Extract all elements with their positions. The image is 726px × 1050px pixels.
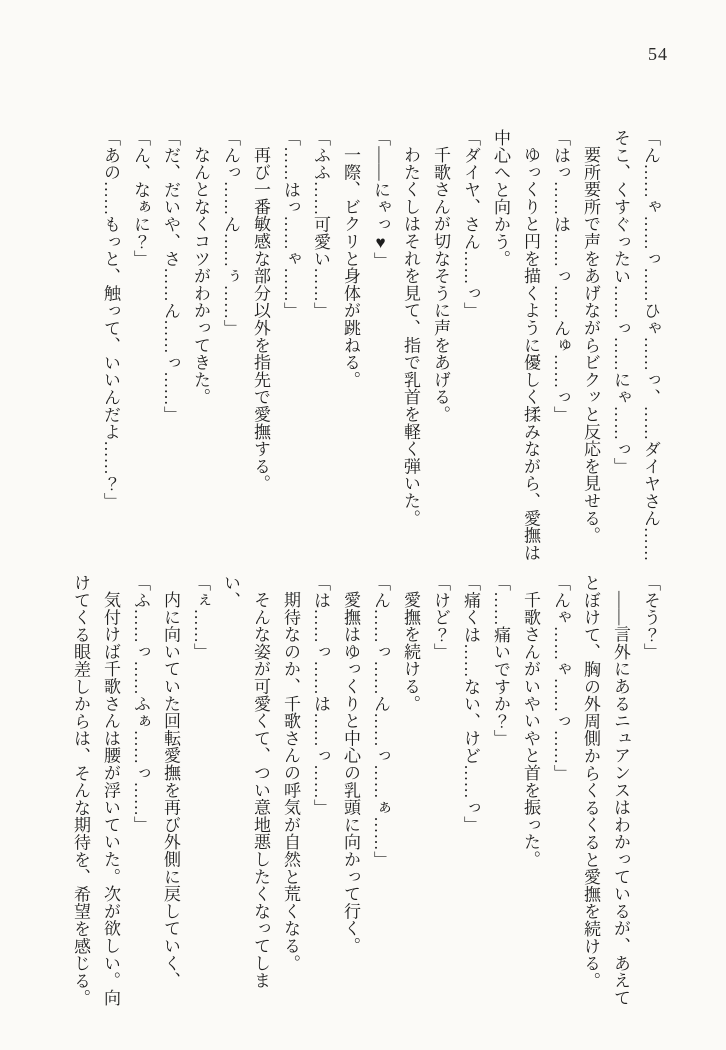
text-line: 「ん、なぁに？」 (131, 129, 150, 268)
text-line: 内に向いていた回転愛撫を再び外側に戻していく、 (161, 591, 180, 989)
text-line: 「――にゃっ♥」 (371, 129, 390, 270)
text-line: 「……痛いですか？」 (491, 574, 510, 747)
text-line: 愛撫を続ける。 (401, 591, 420, 713)
text-block-bottom (71, 574, 665, 1022)
text-block-top (85, 129, 665, 567)
text-line: 「んっ……ん……ぅ……」 (221, 129, 240, 337)
text-line: 「あの……もっと、触って、いいんだよ……？」 (101, 129, 120, 510)
text-line: 「ダイヤ、さん……っ」 (461, 129, 480, 320)
text-line: ――言外にあるニュアンスはわかっているが、あえて (611, 591, 630, 1007)
text-line: 気付けば千歌さんは腰が浮いていた。次が欲しい。向 (101, 591, 120, 1007)
text-line: 「んゃ……ゃ……っ……」 (551, 574, 570, 782)
text-line: 再び一番敏感な部分以外を指先で愛撫する。 (251, 146, 270, 492)
text-line: 「けど？」 (431, 574, 450, 661)
text-line: 「ん……ゃ……っ……ひゃ……っ、……ダイヤさん…… (641, 129, 660, 562)
text-line: 千歌さんが切なそうに声をあげる。 (431, 146, 450, 423)
text-line: 要所要所で声をあげながらビクッと反応を見せる。 (581, 146, 600, 544)
text-line: 「そう？」 (641, 574, 660, 661)
text-line: 「ん……っ……ん……っ……ぁ……」 (371, 574, 390, 869)
text-line: 「はっ……は……っ……んゅ……っ」 (551, 129, 570, 424)
text-line: 「痛くは……ない、けど……っ」 (461, 574, 480, 834)
text-line: 愛撫はゆっくりと中心の乳頭に向かって行く。 (341, 591, 360, 955)
text-line: なんとなくコツがわかってきた。 (191, 146, 210, 406)
text-line: 「ぇ……」 (191, 574, 210, 661)
text-line: 中心へと向かう。 (491, 129, 510, 268)
text-line: わたくしはそれを見て、指で乳首を軽く弾いた。 (401, 146, 420, 527)
text-line: 「は……っ……は……っ……」 (311, 574, 330, 817)
text-line: 一際、ビクリと身体が跳ねる。 (341, 146, 360, 389)
text-line: 「……はっ……ゃ……」 (281, 129, 300, 320)
text-line: ゆっくりと円を描くように優しく揉みながら、愛撫は (521, 146, 540, 562)
text-line: とぼけて、胸の外周側からくるくると愛撫を続ける。 (581, 574, 600, 990)
text-line: 期待なのか、千歌さんの呼気が自然と荒くなる。 (281, 591, 300, 972)
text-line: 「だ、だいや、さ……ん……っ……」 (161, 129, 180, 424)
text-line: そこ、くすぐったい……っ……にゃ……っ」 (611, 129, 630, 475)
text-line: 千歌さんがいやいやと首を振った。 (521, 591, 540, 868)
text-line: そんな姿が可愛くて、つい意地悪したくなってしまい、 (221, 574, 270, 989)
page-number: 54 (648, 44, 668, 64)
text-line: けてくる眼差しからは、そんな期待を、希望を感じる。 (71, 574, 90, 1007)
text-line: 「ふ……っ……ふぁ……っ……」 (131, 574, 150, 834)
text-line: 「ふふ……可愛い……」 (311, 129, 330, 320)
